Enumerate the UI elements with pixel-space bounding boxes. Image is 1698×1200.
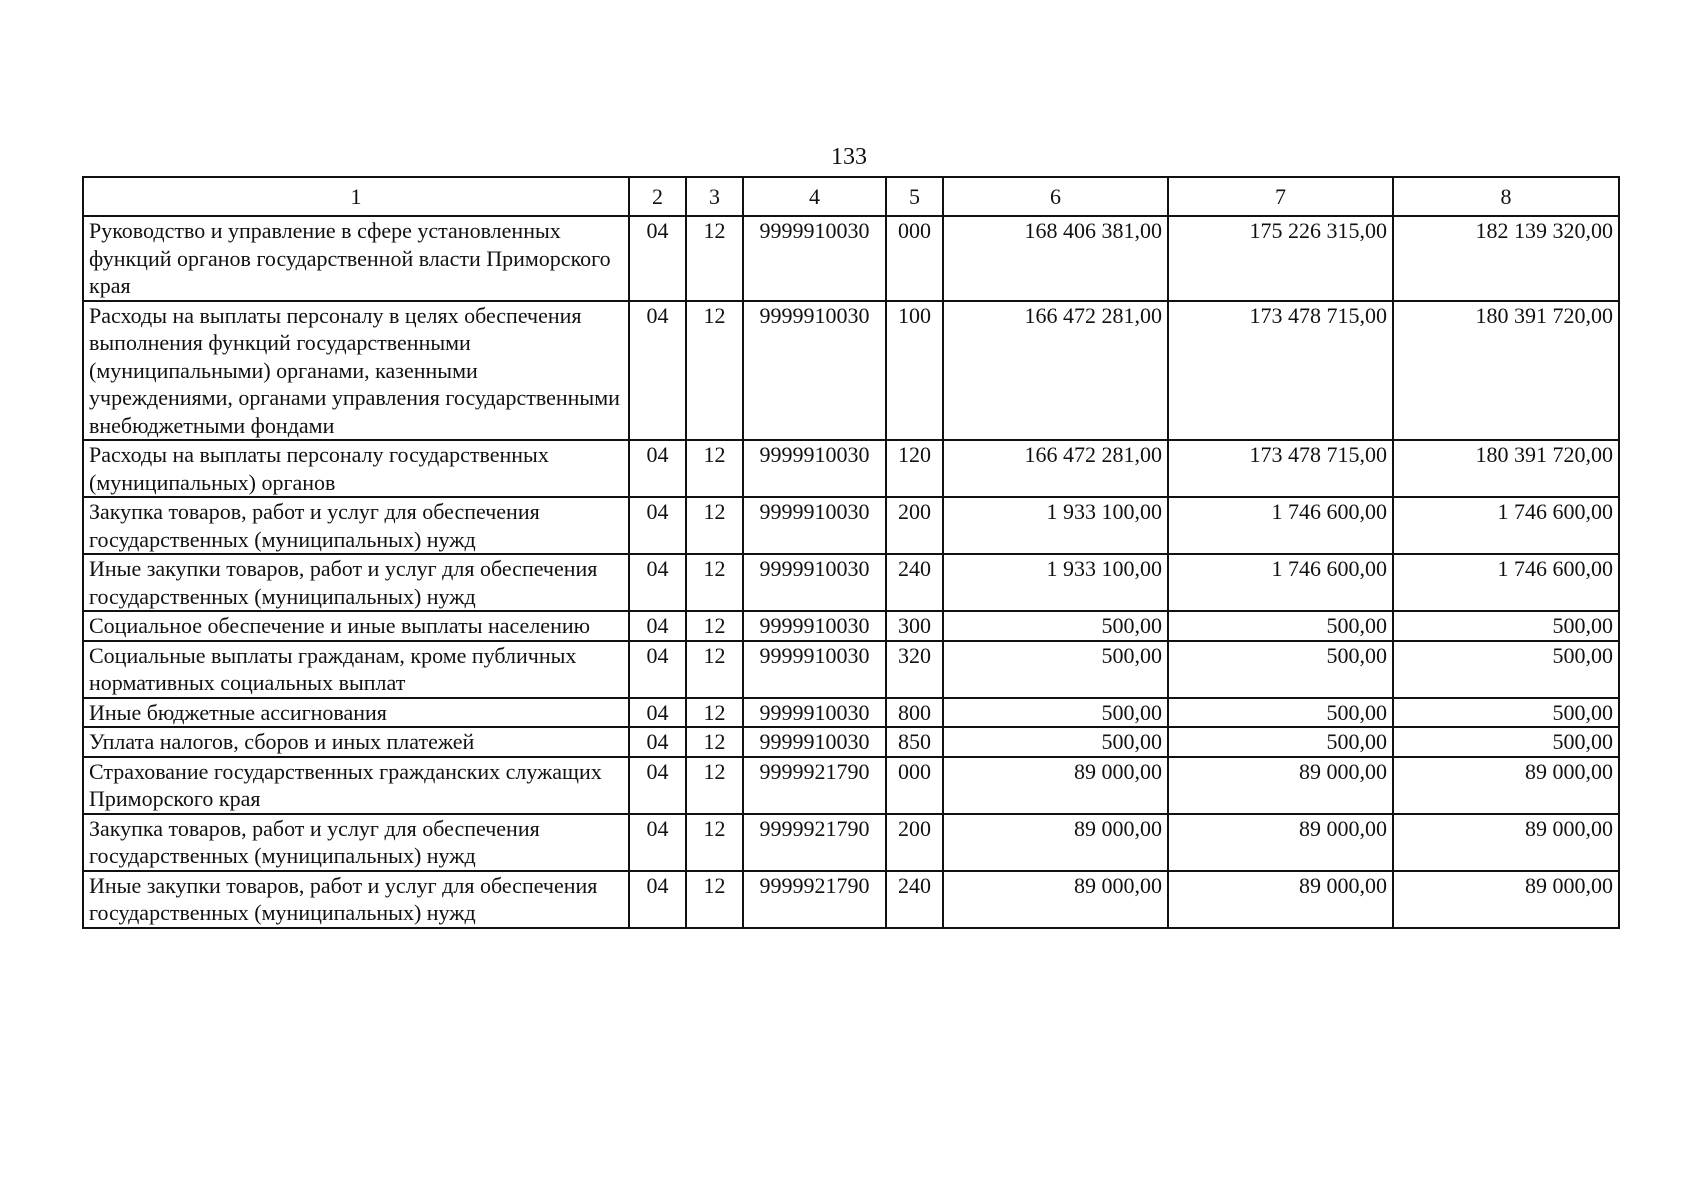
table-header-row: [83, 177, 1619, 216]
amount-col-6: 1 933 100,00: [943, 497, 1168, 554]
table-row: [83, 641, 1619, 698]
target-article-code: 9999910030: [743, 440, 886, 497]
section-code: 04: [629, 497, 686, 554]
subsection-code: 12: [686, 727, 743, 757]
amount-col-7: 173 478 715,00: [1168, 440, 1393, 497]
column-header: 7: [1168, 177, 1393, 216]
amount-col-7: 173 478 715,00: [1168, 301, 1393, 441]
table-row: [83, 216, 1619, 301]
subsection-code: 12: [686, 641, 743, 698]
amount-col-8: 89 000,00: [1393, 814, 1619, 871]
column-header: 8: [1393, 177, 1619, 216]
subsection-code: 12: [686, 497, 743, 554]
target-article-code: 9999921790: [743, 871, 886, 928]
column-header: 2: [629, 177, 686, 216]
amount-col-8: 500,00: [1393, 698, 1619, 728]
section-code: 04: [629, 814, 686, 871]
amount-col-6: 89 000,00: [943, 871, 1168, 928]
section-code: 04: [629, 641, 686, 698]
section-code: 04: [629, 871, 686, 928]
amount-col-6: 89 000,00: [943, 757, 1168, 814]
amount-col-8: 89 000,00: [1393, 757, 1619, 814]
section-code: 04: [629, 698, 686, 728]
subsection-code: 12: [686, 871, 743, 928]
row-description: Закупка товаров, работ и услуг для обеспечения государственных (муниципальных) нужд: [83, 814, 629, 871]
amount-col-6: 166 472 281,00: [943, 440, 1168, 497]
amount-col-8: 180 391 720,00: [1393, 301, 1619, 441]
row-description: Социальные выплаты гражданам, кроме публичных нормативных социальных выплат: [83, 641, 629, 698]
target-article-code: 9999910030: [743, 727, 886, 757]
expense-type-code: 200: [886, 497, 943, 554]
table-row: [83, 871, 1619, 928]
amount-col-6: 500,00: [943, 727, 1168, 757]
section-code: 04: [629, 611, 686, 641]
table-row: [83, 554, 1619, 611]
amount-col-8: 500,00: [1393, 611, 1619, 641]
target-article-code: 9999910030: [743, 497, 886, 554]
table-row: [83, 727, 1619, 757]
target-article-code: 9999910030: [743, 216, 886, 301]
amount-col-8: 182 139 320,00: [1393, 216, 1619, 301]
column-header: 3: [686, 177, 743, 216]
amount-col-7: 89 000,00: [1168, 814, 1393, 871]
subsection-code: 12: [686, 814, 743, 871]
amount-col-8: 500,00: [1393, 727, 1619, 757]
amount-col-7: 89 000,00: [1168, 871, 1393, 928]
section-code: 04: [629, 757, 686, 814]
expense-type-code: 240: [886, 554, 943, 611]
expense-type-code: 300: [886, 611, 943, 641]
row-description: Уплата налогов, сборов и иных платежей: [83, 727, 629, 757]
subsection-code: 12: [686, 611, 743, 641]
amount-col-8: 180 391 720,00: [1393, 440, 1619, 497]
subsection-code: 12: [686, 216, 743, 301]
target-article-code: 9999910030: [743, 698, 886, 728]
amount-col-6: 89 000,00: [943, 814, 1168, 871]
row-description: Расходы на выплаты персоналу государственных (муниципальных) органов: [83, 440, 629, 497]
amount-col-7: 175 226 315,00: [1168, 216, 1393, 301]
amount-col-6: 500,00: [943, 641, 1168, 698]
expense-type-code: 200: [886, 814, 943, 871]
amount-col-7: 1 746 600,00: [1168, 497, 1393, 554]
target-article-code: 9999910030: [743, 301, 886, 441]
table-row: [83, 611, 1619, 641]
table-row: [83, 497, 1619, 554]
expense-type-code: 000: [886, 757, 943, 814]
column-header: 6: [943, 177, 1168, 216]
amount-col-6: 1 933 100,00: [943, 554, 1168, 611]
section-code: 04: [629, 440, 686, 497]
subsection-code: 12: [686, 440, 743, 497]
expense-type-code: 320: [886, 641, 943, 698]
section-code: 04: [629, 554, 686, 611]
budget-table: [82, 176, 1620, 929]
amount-col-6: 168 406 381,00: [943, 216, 1168, 301]
expense-type-code: 100: [886, 301, 943, 441]
row-description: Расходы на выплаты персоналу в целях обеспечения выполнения функций государственными (муниципальными) органами, казенными учреждениями, органами управления государственными внебюджетными фондами: [83, 301, 629, 441]
column-header: 4: [743, 177, 886, 216]
column-header: 5: [886, 177, 943, 216]
amount-col-8: 500,00: [1393, 641, 1619, 698]
section-code: 04: [629, 301, 686, 441]
amount-col-8: 1 746 600,00: [1393, 554, 1619, 611]
amount-col-7: 500,00: [1168, 611, 1393, 641]
amount-col-8: 1 746 600,00: [1393, 497, 1619, 554]
expense-type-code: 120: [886, 440, 943, 497]
expense-type-code: 800: [886, 698, 943, 728]
subsection-code: 12: [686, 554, 743, 611]
expense-type-code: 240: [886, 871, 943, 928]
table-row: [83, 757, 1619, 814]
target-article-code: 9999921790: [743, 814, 886, 871]
target-article-code: 9999910030: [743, 611, 886, 641]
expense-type-code: 850: [886, 727, 943, 757]
row-description: Страхование государственных гражданских служащих Приморского края: [83, 757, 629, 814]
amount-col-6: 166 472 281,00: [943, 301, 1168, 441]
target-article-code: 9999910030: [743, 554, 886, 611]
amount-col-7: 500,00: [1168, 727, 1393, 757]
row-description: Закупка товаров, работ и услуг для обеспечения государственных (муниципальных) нужд: [83, 497, 629, 554]
subsection-code: 12: [686, 301, 743, 441]
amount-col-7: 500,00: [1168, 698, 1393, 728]
row-description: Социальное обеспечение и иные выплаты населению: [83, 611, 629, 641]
subsection-code: 12: [686, 757, 743, 814]
section-code: 04: [629, 216, 686, 301]
amount-col-7: 89 000,00: [1168, 757, 1393, 814]
amount-col-6: 500,00: [943, 611, 1168, 641]
row-description: Иные закупки товаров, работ и услуг для обеспечения государственных (муниципальных) нужд: [83, 554, 629, 611]
expense-type-code: 000: [886, 216, 943, 301]
table-row: [83, 301, 1619, 441]
amount-col-8: 89 000,00: [1393, 871, 1619, 928]
table-row: [83, 814, 1619, 871]
amount-col-7: 1 746 600,00: [1168, 554, 1393, 611]
table-row: [83, 440, 1619, 497]
table-row: [83, 698, 1619, 728]
section-code: 04: [629, 727, 686, 757]
column-header: 1: [83, 177, 629, 216]
page-number: 133: [831, 144, 867, 170]
row-description: Иные бюджетные ассигнования: [83, 698, 629, 728]
subsection-code: 12: [686, 698, 743, 728]
amount-col-6: 500,00: [943, 698, 1168, 728]
target-article-code: 9999921790: [743, 757, 886, 814]
target-article-code: 9999910030: [743, 641, 886, 698]
row-description: Иные закупки товаров, работ и услуг для обеспечения государственных (муниципальных) нужд: [83, 871, 629, 928]
amount-col-7: 500,00: [1168, 641, 1393, 698]
row-description: Руководство и управление в сфере установленных функций органов государственной власти Приморского края: [83, 216, 629, 301]
